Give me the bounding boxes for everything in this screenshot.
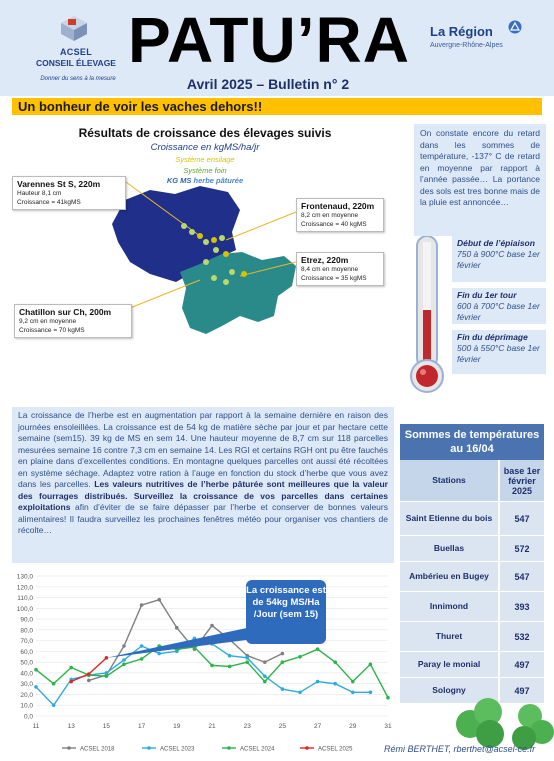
station-value: 547 (500, 502, 544, 535)
data-point (69, 680, 73, 684)
table-row (400, 536, 544, 562)
bulletin-number: Avril 2025 – Bulletin n° 2 (186, 76, 350, 92)
x-tick-label: 27 (313, 723, 322, 730)
data-point (351, 691, 355, 695)
data-point (245, 660, 249, 664)
temperature-note: On constate encore du retard dans les sommes de température, -137° C de retard en moyenne par rapport à l’année passée… La portance des sols est tres bonne mais de la pluie est annoncée… (414, 124, 546, 236)
stage-body: 750 à 900°C base 1er février (457, 249, 540, 270)
station-value: 532 (500, 622, 544, 651)
data-point (122, 644, 126, 648)
article-part3: afin d’éviter de se faire dépasser par l’herbe et conserver de bonnes valeurs alimentaires! Il faudra surveillez les prochaines fenêtres météo pour organiser vos chantiers de récolte… (18, 502, 388, 535)
y-tick-label: 60,0 (20, 648, 33, 656)
site-name: Varennes St S, 220m (17, 179, 101, 189)
logo-subname: CONSEIL ÉLEVAGE (36, 58, 116, 68)
table-title: Sommes de températures au 16/04 (400, 424, 544, 460)
stage-head: Début de l’épiaison (457, 238, 535, 248)
data-point (34, 668, 38, 672)
y-tick-label: 10,0 (20, 702, 33, 710)
thermometer-icon (403, 236, 451, 396)
data-point (316, 680, 320, 684)
station-value: 572 (500, 536, 544, 561)
legend-label: ACSEL 2024 (240, 746, 275, 753)
data-point (52, 682, 56, 686)
author-credit: Rémi BERTHET, rberthet@acsel-ce.fr (384, 744, 536, 754)
callout-pointer (106, 626, 262, 658)
region-triangle-icon (508, 20, 522, 34)
data-point (105, 656, 109, 660)
site-name: Etrez, 220m (301, 255, 349, 265)
stage-head: Fin du déprimage (457, 332, 528, 342)
article-part1: La croissance de l’herbe est en augmentation par rapport à la semaine dernière en raison des journées ensoleillées. La croissance est de 54 kg de matière sèche par jour et par hectare cette semaine (sem15). 39 kg de MS en sem 14. Une hauteur moyenne de 8,7 cm sur 118 parcelles mesurées semaine 16 contre 7,3 cm en semaine 14. Les RGI et certains RGH ont pu être fauchés en plaine dans d’excellentes conditions. En montagne quelques parcelles ont aussi été récoltées en système séchage. Adaptez votre ration à l’auge en fonction du stock d’herbe que vous avez dans les parcelles. (18, 410, 388, 489)
col-value: base 1er février 2025 (500, 460, 544, 501)
x-tick-label: 15 (102, 723, 111, 730)
station-name: Paray le monial (400, 652, 498, 677)
header (0, 0, 554, 96)
data-point (333, 660, 337, 664)
acsel-logo-icon (59, 14, 89, 42)
data-point (263, 660, 267, 664)
data-point (140, 603, 144, 607)
data-point (210, 664, 214, 668)
data-point (140, 657, 144, 661)
y-tick-label: 0,0 (23, 713, 33, 721)
data-point (105, 674, 109, 678)
site-varennes (12, 176, 126, 210)
legend-marker (305, 746, 309, 750)
table-row (400, 622, 544, 652)
data-point (52, 703, 56, 707)
y-tick-label: 20,0 (20, 691, 33, 699)
data-point (105, 671, 109, 675)
stage-premier-tour (452, 288, 546, 324)
data-point (281, 687, 285, 691)
table-header-row (400, 460, 544, 502)
y-tick-label: 50,0 (20, 659, 33, 667)
data-point (228, 654, 232, 658)
page-title: PATU’RA (128, 4, 410, 76)
y-tick-label: 80,0 (20, 627, 33, 635)
data-point (69, 666, 73, 670)
station-name: Saint Etienne du bois (400, 502, 498, 535)
y-tick-label: 40,0 (20, 670, 33, 678)
station-name: Sologny (400, 678, 498, 703)
stage-deprimage (452, 330, 546, 374)
data-point (386, 696, 390, 700)
station-value: 497 (500, 678, 544, 703)
table-row (400, 592, 544, 622)
y-tick-label: 90,0 (20, 616, 33, 624)
y-tick-label: 120,0 (16, 584, 33, 592)
y-tick-label: 100,0 (16, 605, 33, 613)
data-point (210, 624, 214, 628)
x-tick-label: 13 (67, 723, 75, 730)
legend-herbe-prefix: KG MS (166, 176, 192, 185)
legend-ensilage: Système ensilage (175, 155, 235, 164)
data-point (281, 660, 285, 664)
legend-marker (227, 746, 231, 750)
legend-marker (147, 746, 151, 750)
legend-label: ACSEL 2023 (160, 746, 195, 753)
temperature-table (400, 424, 544, 704)
legend-marker (67, 746, 71, 750)
data-point (228, 665, 232, 669)
map-subtitle: Croissance en kgMS/ha/jr (150, 142, 260, 153)
growth-chart (10, 570, 396, 756)
data-point (298, 655, 302, 659)
map-title: Résultats de croissance des élevages suivis (78, 126, 332, 140)
data-point (122, 663, 126, 667)
y-tick-label: 30,0 (20, 681, 33, 689)
data-point (157, 598, 161, 602)
data-point (263, 680, 267, 684)
stage-body: 600 à 700°C base 1er février (457, 301, 540, 322)
station-value: 393 (500, 592, 544, 621)
table-row (400, 562, 544, 592)
station-name: Thuret (400, 622, 498, 651)
site-etrez (296, 252, 384, 286)
logo-name: ACSEL (59, 47, 92, 57)
stage-body: 500 à 550°C base 1er février (457, 343, 540, 364)
headline-text: Un bonheur de voir les vaches dehors!! (18, 99, 263, 114)
y-tick-label: 70,0 (20, 638, 33, 646)
table-row (400, 652, 544, 678)
data-point (175, 626, 179, 630)
site-line2: Croissance = 41kgMS (17, 199, 81, 206)
site-line1: 8,2 cm en moyenne (301, 212, 359, 219)
y-tick-label: 110,0 (17, 595, 33, 603)
x-tick-label: 21 (208, 723, 216, 730)
data-point (316, 647, 320, 651)
headline-banner (12, 98, 542, 115)
legend-herbe-label: herbe pâturée (193, 176, 244, 185)
data-point (263, 674, 267, 678)
series-line (36, 646, 388, 698)
table-row (400, 502, 544, 536)
y-tick-label: 130,0 (16, 573, 33, 581)
data-point (87, 679, 91, 683)
legend-label: ACSEL 2025 (318, 746, 353, 753)
site-line1: Hauteur 8,1 cm (17, 190, 62, 197)
data-point (298, 691, 302, 695)
site-frontenaud (296, 198, 384, 232)
x-tick-label: 31 (384, 723, 392, 730)
station-value: 547 (500, 562, 544, 591)
data-point (281, 652, 285, 656)
station-name: Innimond (400, 592, 498, 621)
data-point (157, 652, 161, 656)
site-line2: Croissance = 40 kgMS (301, 221, 367, 228)
data-point (140, 644, 144, 648)
site-name: Frontenaud, 220m (301, 201, 375, 211)
legend-foin: Système foin (183, 166, 227, 175)
stage-epiaison (452, 236, 546, 282)
region-sub-text: Auvergne-Rhône-Alpes (430, 42, 503, 49)
x-tick-label: 29 (349, 723, 357, 730)
station-name: Ambérieu en Bugey (400, 562, 498, 591)
x-tick-label: 25 (278, 723, 287, 730)
data-point (369, 663, 373, 667)
x-tick-label: 19 (173, 723, 181, 730)
data-point (87, 672, 91, 676)
data-point (351, 680, 355, 684)
col-station: Stations (400, 460, 498, 501)
x-tick-label: 11 (32, 723, 40, 730)
site-name: Chatillon sur Ch, 200m (19, 307, 112, 317)
main-article (12, 407, 394, 563)
region-logo-text: La Région (430, 24, 493, 39)
data-point (333, 682, 337, 686)
station-name: Buellas (400, 536, 498, 561)
data-point (122, 658, 126, 662)
station-value: 497 (500, 652, 544, 677)
site-line1: 9,2 cm en moyenne (19, 318, 77, 325)
data-point (245, 656, 249, 660)
x-tick-label: 17 (137, 723, 146, 730)
series-line (36, 638, 370, 705)
acsel-logo (36, 12, 116, 92)
site-chatillon (14, 304, 132, 338)
data-point (369, 691, 373, 695)
growth-callout: La croissance est de 54kg MS/Ha /Jour (sem 15) (246, 580, 326, 644)
legend-label: ACSEL 2018 (80, 746, 115, 753)
logo-tagline: Donner du sens à la mesure (40, 76, 116, 82)
site-line2: Croissance = 35 kgMS (301, 275, 367, 282)
site-line2: Croissance = 70 kgMS (19, 327, 85, 334)
data-point (34, 685, 38, 689)
stage-head: Fin du 1er tour (457, 290, 517, 300)
article-part2: Les valeurs nutritives de l’herbe pâturée sont meilleures que la valeur des fourrages distribués. Surveillez la croissance de vos parcelles dans certaines exploitations (18, 479, 388, 512)
site-line1: 8,4 cm en moyenne (301, 266, 359, 273)
x-tick-label: 23 (243, 723, 251, 730)
